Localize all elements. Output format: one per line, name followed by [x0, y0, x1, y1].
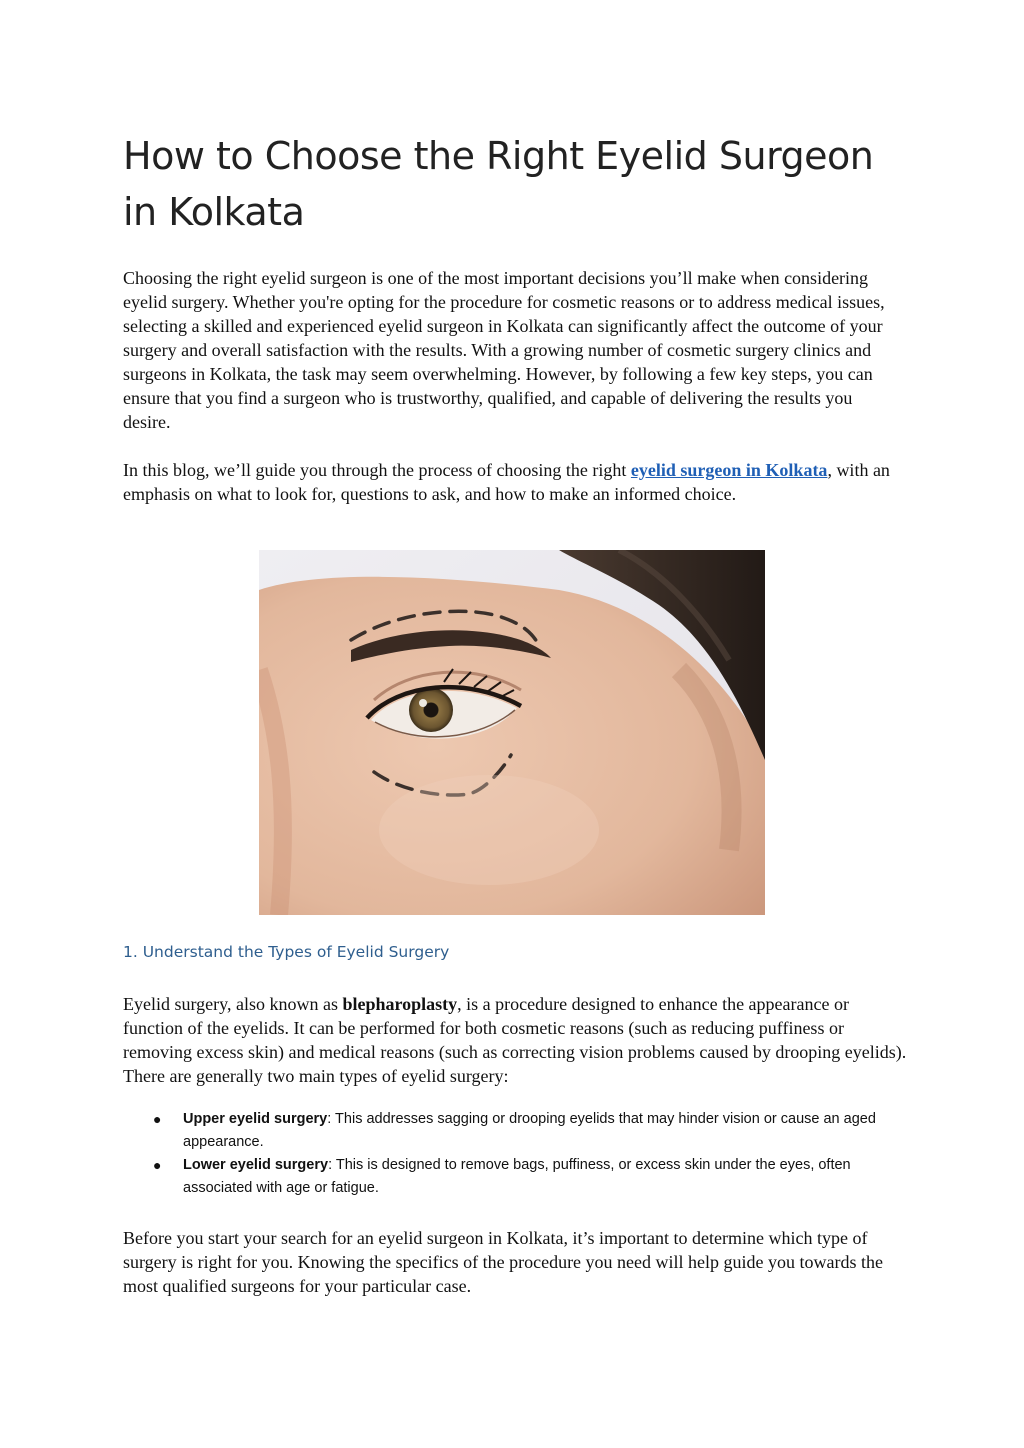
page-title: How to Choose the Right Eyelid Surgeon in Kolkata: [123, 134, 874, 234]
intro-text-before-link: In this blog, we’ll guide you through the process of choosing the right: [123, 460, 631, 480]
bullet-icon: ●: [153, 1111, 162, 1127]
list-item-text: : This is designed to remove bags, puffiness, or excess skin under the eyes, often associated with age or fatigue.: [183, 1157, 851, 1196]
iris-highlight: [419, 699, 427, 707]
blepharoplasty-term: blepharoplasty: [342, 994, 458, 1014]
section-heading-types: 1. Understand the Types of Eyelid Surgery: [123, 943, 450, 961]
cheek-highlight: [379, 775, 599, 885]
intro-paragraph-2: [123, 458, 903, 506]
list-item-term: Upper eyelid surgery: [183, 1111, 328, 1127]
before-search-paragraph: Before you start your search for an eyelid surgeon in Kolkata, it’s important to determine which type of surgery is right for you. Knowing the specifics of the procedure you need will help guide you towards the most qualified surgeons for your particular case.: [123, 1228, 883, 1296]
list-item-text: : This addresses sagging or drooping eyelids that may hinder vision or cause an aged appearance.: [183, 1111, 876, 1150]
list-item: [123, 1108, 903, 1154]
types-text-before-bold: Eyelid surgery, also known as: [123, 994, 343, 1014]
surgery-types-list: [123, 1108, 903, 1200]
eye-surgery-photo: [259, 550, 765, 915]
types-paragraph: [123, 992, 913, 1088]
eyelid-surgeon-link[interactable]: eyelid surgeon in Kolkata: [630, 460, 828, 480]
list-item: [123, 1154, 903, 1200]
intro-paragraph: Choosing the right eyelid surgeon is one of the most important decisions you’ll make when considering eyelid surgery. Whether you're opting for the procedure for cosmetic reasons or to address medical issues, selecting a skilled and experienced eyelid surgeon in Kolkata can significantly affect the outcome of your surgery and overall satisfaction with the results. With a growing number of cosmetic surgery clinics and surgeons in Kolkata, the task may seem overwhelming. However, by following a few key steps, you can ensure that you find a surgeon who is trustworthy, qualified, and capable of delivering the results you desire.: [123, 268, 885, 432]
intro-text-after-link: , with an emphasis on what to look for, questions to ask, and how to make an informed choice.: [123, 460, 890, 504]
types-text-after-bold: , is a procedure designed to enhance the appearance or function of the eyelids. It can be performed for both cosmetic reasons (such as reducing puffiness or removing excess skin) and medical reasons (such as correcting vision problems caused by drooping eyelids). There are generally two main types of eyelid surgery:: [123, 994, 907, 1086]
bullet-icon: ●: [153, 1157, 162, 1173]
iris: [409, 688, 453, 732]
list-item-term: Lower eyelid surgery: [183, 1157, 329, 1173]
